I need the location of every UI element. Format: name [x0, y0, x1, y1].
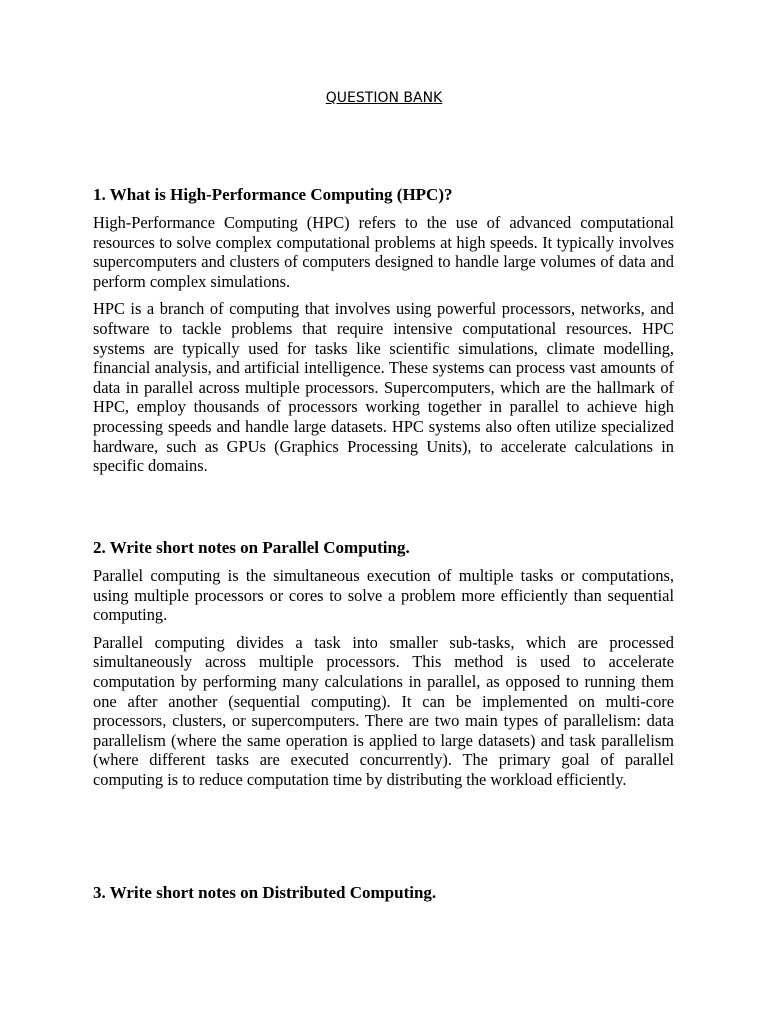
answer-paragraph: Parallel computing divides a task into smaller sub-tasks, which are processed simultaneously across multiple processors. This method is used to accelerate computation by performing many calculations in parallel, as opposed to running them one after another (sequential computing). It can be implemented on multi-core processors, clusters, or supercomputers. There are two main types of parallelism: data parallelism (where the same operation is applied to large datasets) and task parallelism (where different tasks are executed concurrently). The primary goal of parallel computing is to reduce computation time by distributing the workload efficiently.: [93, 632, 674, 789]
question-section-2: [93, 538, 674, 790]
question-heading: 1. What is High-Performance Computing (HPC)?: [93, 185, 453, 204]
question-section-3: [93, 883, 674, 903]
answer-paragraph: High-Performance Computing (HPC) refers to the use of advanced computational resources to solve complex computational problems at high speeds. It typically involves supercomputers and clusters of computers designed to handle large volumes of data and perform complex simulations.: [93, 213, 674, 291]
question-heading: 3. Write short notes on Distributed Computing.: [93, 883, 437, 902]
question-section-1: [93, 185, 674, 476]
answer-paragraph: HPC is a branch of computing that involves using powerful processors, networks, and software to tackle problems that require intensive computational resources. HPC systems are typically used for tasks like scientific simulations, climate modelling, financial analysis, and artificial intelligence. These systems can process vast amounts of data in parallel across multiple processors. Supercomputers, which are the hallmark of HPC, employ thousands of processors working together in parallel to achieve high processing speeds and handle large datasets. HPC systems also often utilize specialized hardware, such as GPUs (Graphics Processing Units), to accelerate calculations in specific domains.: [93, 299, 674, 476]
question-heading: 2. Write short notes on Parallel Computing.: [93, 538, 410, 557]
page-title: QUESTION BANK: [325, 90, 443, 106]
answer-paragraph: Parallel computing is the simultaneous execution of multiple tasks or computations, using multiple processors or cores to solve a problem more efficiently than sequential computing.: [93, 566, 674, 625]
